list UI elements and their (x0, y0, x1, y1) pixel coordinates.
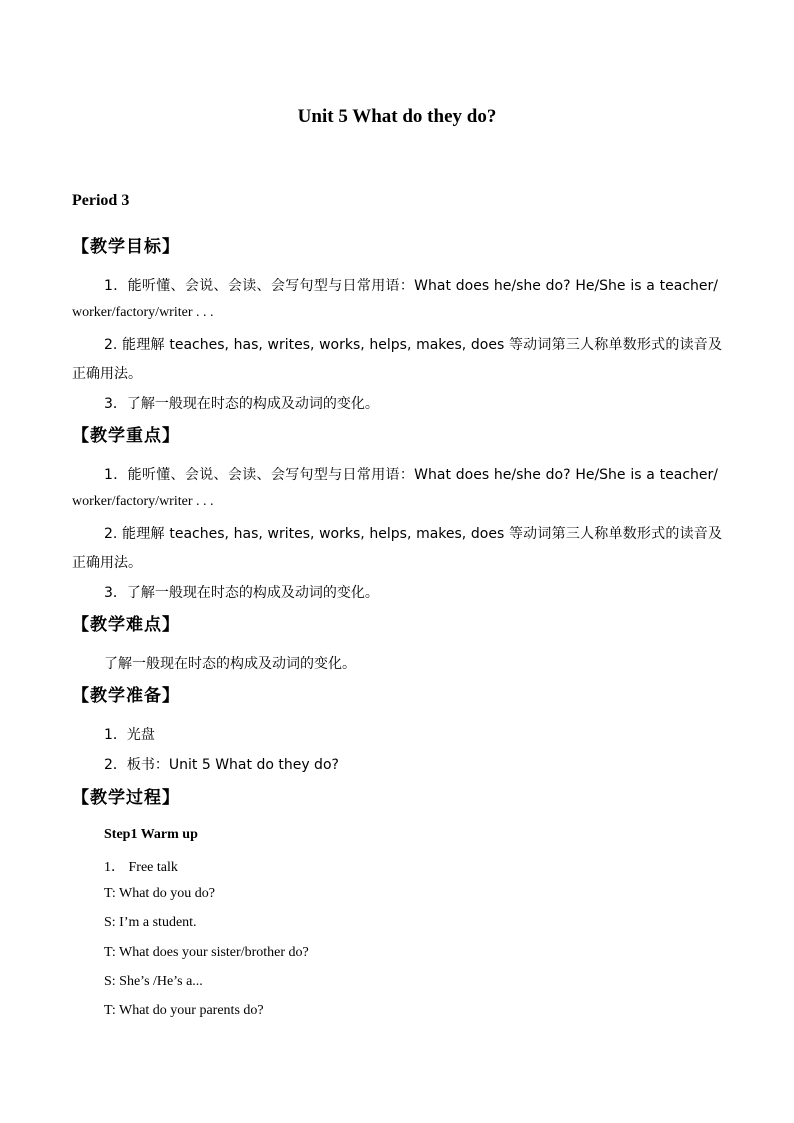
section-heading-objectives: 【教学目标】 (72, 237, 180, 257)
section-heading-process: 【教学过程】 (72, 788, 180, 808)
key-points-item-1: 1．能听懂、会说、会读、会写句型与日常用语：What does he/she do? He/She is a teacher/ (104, 467, 718, 483)
key-points-item-3: 3．了解一般现在时态的构成及动词的变化。 (104, 585, 379, 601)
section-heading-preparation: 【教学准备】 (72, 686, 180, 706)
objectives-item-1-cont: worker/factory/writer . . . (72, 305, 214, 320)
period-label: Period 3 (72, 192, 130, 209)
section-heading-difficulties: 【教学难点】 (72, 615, 180, 635)
document-title: Unit 5 What do they do? (297, 106, 497, 127)
process-item-1: 1． Free talk (104, 860, 178, 875)
objectives-item-1: 1．能听懂、会说、会读、会写句型与日常用语：What does he/she do? He/She is a teacher/ (104, 278, 718, 294)
process-item-2: T: What do you do? (104, 886, 216, 901)
key-points-item-2: 2. 能理解 teaches, has, writes, works, helps, makes, does 等动词第三人称单数形式的读音及 (104, 526, 722, 542)
preparation-item-2: 2．板书：Unit 5 What do they do? (104, 757, 339, 773)
process-item-6: T: What do your parents do? (104, 1003, 264, 1018)
process-item-3: S: I’m a student. (104, 915, 197, 930)
difficulties-item-1: 了解一般现在时态的构成及动词的变化。 (104, 656, 356, 672)
section-heading-key-points: 【教学重点】 (72, 426, 180, 446)
key-points-item-2-cont: 正确用法。 (72, 555, 142, 571)
process-item-5: S: She’s /He’s a... (104, 974, 203, 989)
objectives-item-2: 2. 能理解 teaches, has, writes, works, helps, makes, does 等动词第三人称单数形式的读音及 (104, 337, 722, 353)
key-points-item-1-cont: worker/factory/writer . . . (72, 494, 214, 509)
objectives-item-2-cont: 正确用法。 (72, 366, 142, 382)
preparation-item-1: 1．光盘 (104, 727, 155, 743)
step-title: Step1 Warm up (104, 827, 198, 842)
objectives-item-3: 3．了解一般现在时态的构成及动词的变化。 (104, 396, 379, 412)
process-item-4: T: What does your sister/brother do? (104, 945, 309, 960)
